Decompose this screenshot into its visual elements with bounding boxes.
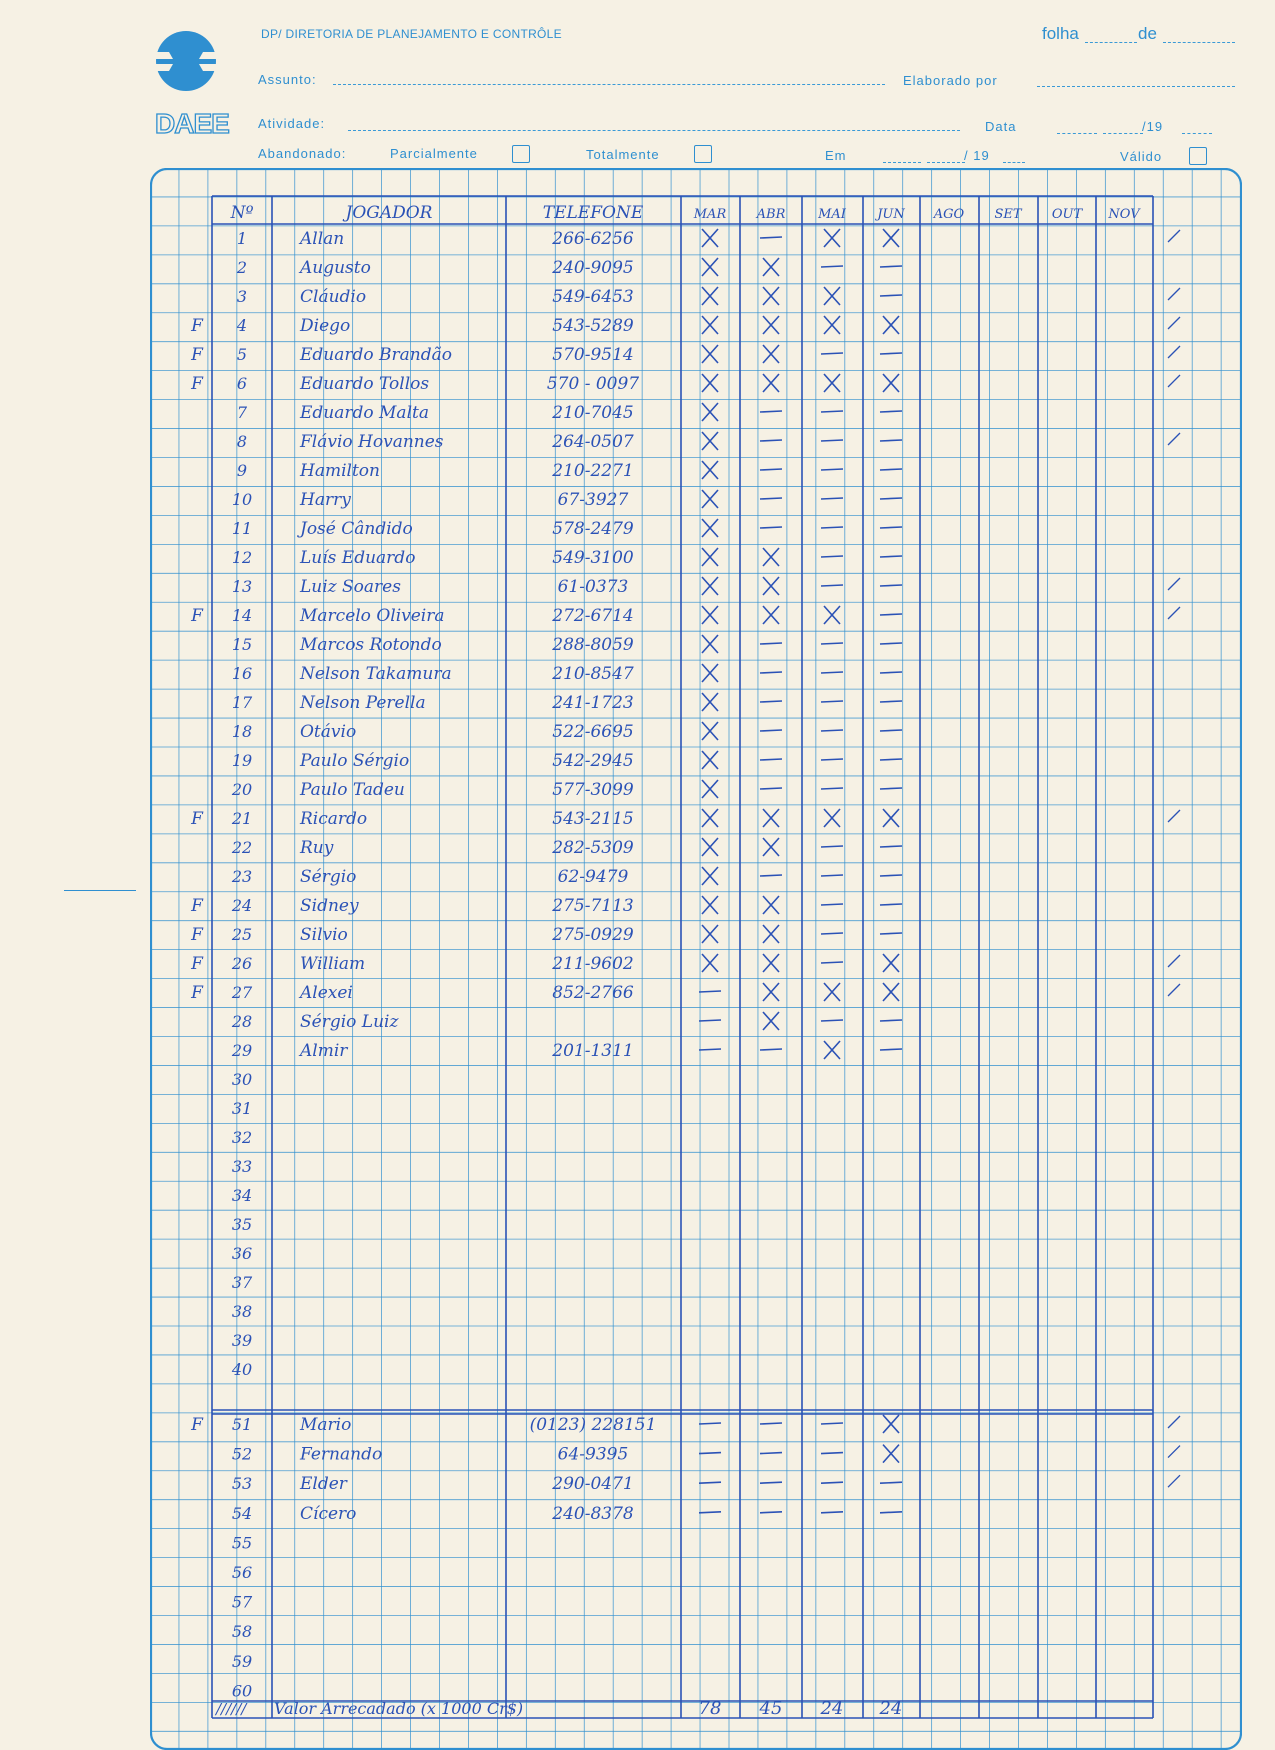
col-header-telefone: TELEFONE [542,203,644,223]
abandonado-label: Abandonado: [258,146,347,161]
col-header-ago: AGO [933,207,965,222]
row-number: 24 [231,896,253,915]
dash-mark [880,672,902,673]
player-name: Eduardo Brandão [300,345,452,365]
dash-mark [760,411,782,412]
assunto-label: Assunto: [258,72,317,87]
row-number: 27 [231,983,253,1002]
player-name: Cláudio [300,287,367,307]
dash-mark [699,1020,721,1021]
totalmente-checkbox[interactable] [694,145,712,163]
player-phone: 211-9602 [552,954,634,974]
em-month-field[interactable] [927,162,965,163]
dash-mark [880,440,902,441]
row-number: 5 [236,345,248,364]
folha-field[interactable] [1085,42,1137,43]
row-number: 34 [231,1186,253,1205]
flag-mark: F [191,345,203,365]
player-phone: 241-1723 [552,693,634,713]
margin-mark [64,890,136,891]
dash-mark [699,1049,721,1050]
row-number: 35 [231,1215,253,1234]
dash-mark [821,643,843,644]
tick-mark [1168,346,1180,358]
row-number: 54 [231,1503,253,1523]
row-number: 21 [231,809,253,828]
row-number: 17 [231,693,253,712]
row-number: 38 [231,1302,253,1321]
dash-mark [821,846,843,847]
row-number: 58 [231,1622,253,1642]
row-number: 2 [236,258,248,277]
de-field[interactable] [1163,42,1235,43]
player-phone: 275-7113 [552,896,634,916]
em-label: Em [825,148,847,163]
player-name: Ruy [300,838,334,858]
dash-mark [760,701,782,702]
row-number: 18 [231,722,253,741]
flag-mark: F [191,374,203,394]
dash-mark [880,498,902,499]
player-phone: 288-8059 [552,635,634,655]
player-phone: (0123) 228151 [529,1415,657,1435]
row-number: 32 [231,1128,253,1147]
footer-total: 24 [820,1698,844,1719]
dash-mark [880,1482,902,1483]
dash-mark [760,759,782,760]
valido-checkbox[interactable] [1189,147,1207,165]
player-name: Marcos Rotondo [300,635,442,655]
player-phone: 543-2115 [552,809,634,829]
elaborado-label: Elaborado por [903,73,998,88]
col-header-abr: ABR [756,207,786,222]
player-name: William [300,954,366,974]
dash-mark [880,411,902,412]
player-name: Cícero [300,1503,357,1524]
player-name: Sérgio Luiz [300,1012,399,1032]
col-header-nov: NOV [1108,207,1140,222]
de-label: de [1138,24,1157,43]
col-header-jogador: JOGADOR [345,203,433,223]
row-number: 16 [231,664,253,683]
row-number: 55 [231,1533,253,1553]
player-phone: 210-8547 [552,664,634,684]
row-number: 26 [231,954,253,973]
row-number: 8 [236,432,248,451]
row-number: 40 [231,1360,253,1379]
player-phone: 290-0471 [552,1474,634,1495]
dash-mark [821,759,843,760]
player-name: Silvio [300,925,348,945]
row-number: 52 [231,1444,253,1464]
dash-mark [880,353,902,354]
flag-mark: F [191,1415,203,1435]
dash-mark [821,469,843,470]
player-phone: 240-8378 [552,1503,634,1524]
dash-mark [821,1512,843,1513]
dash-mark [760,1482,782,1483]
footer-total: 45 [759,1698,783,1719]
col-header-mai: MAI [818,207,846,222]
dash-mark [760,527,782,528]
row-number: 29 [231,1041,253,1060]
row-number: 31 [231,1099,253,1118]
row-number: 53 [231,1474,253,1494]
dash-mark [699,1482,721,1483]
row-number: 19 [231,751,253,770]
player-phone: 578-2479 [552,519,634,539]
player-phone: 577-3099 [552,780,634,800]
row-number: 15 [231,635,253,654]
row-number: 4 [236,316,248,335]
row-number: 10 [231,490,253,509]
dash-mark [880,266,902,267]
player-phone: 275-0929 [552,925,634,945]
dash-mark [821,1020,843,1021]
player-name: Augusto [300,258,371,278]
player-name: Hamilton [300,461,380,481]
tick-mark [1168,433,1180,445]
tick-mark [1168,578,1180,590]
player-name: Allan [300,229,345,249]
tick-mark [1168,230,1180,242]
col-header-jun: JUN [877,207,905,222]
dash-mark [760,643,782,644]
dash-mark [821,1453,843,1454]
dash-mark [760,730,782,731]
player-name: Luís Eduardo [300,548,416,568]
player-name: Almir [300,1041,348,1061]
player-name: Paulo Tadeu [300,780,405,800]
flag-mark: F [191,983,203,1003]
dash-mark [760,1512,782,1513]
col-header-out: OUT [1051,207,1083,222]
tick-mark [1168,955,1180,967]
footer-marks: ////// [216,1700,247,1718]
dash-mark [821,1423,843,1424]
player-name: Luiz Soares [300,577,401,597]
flag-mark: F [191,896,203,916]
dash-mark [821,527,843,528]
dash-mark [880,469,902,470]
dash-mark [880,556,902,557]
row-number: 20 [231,780,253,799]
brand-wordmark: DAEE [155,108,229,139]
em-year-field[interactable] [1003,162,1025,163]
player-name: Eduardo Tollos [300,374,430,394]
player-phone: 272-6714 [552,606,634,626]
player-name: Sidney [300,896,359,916]
dash-mark [821,672,843,673]
player-name: Diego [300,316,351,336]
row-number: 33 [231,1157,253,1176]
dash-mark [880,788,902,789]
row-number: 6 [236,374,248,393]
tick-mark [1168,317,1180,329]
dash-mark [880,585,902,586]
player-phone: 240-9095 [552,258,634,278]
department-title: DP/ DIRETORIA DE PLANEJAMENTO E CONTRÔLE [261,27,562,41]
daee-logo-icon [155,30,217,97]
player-phone: 64-9395 [557,1444,629,1465]
folha-label: folha [1042,24,1079,43]
dash-mark [699,1453,721,1454]
dash-mark [821,875,843,876]
player-phone: 61-0373 [557,577,629,597]
flag-mark: F [191,954,203,974]
dash-mark [880,904,902,905]
col-header-set: SET [994,207,1022,222]
player-phone: 549-6453 [552,287,634,307]
player-phone: 542-2945 [552,751,634,771]
dash-mark [880,846,902,847]
dash-mark [880,701,902,702]
col-header-mar: MAR [693,207,727,222]
player-name: Marcelo Oliveira [300,606,445,626]
player-name: Fernando [300,1444,383,1465]
row-number: 7 [236,403,248,422]
dash-mark [699,1423,721,1424]
tick-mark [1168,288,1180,300]
dash-mark [760,237,782,238]
row-number: 37 [231,1273,253,1292]
dash-mark [760,498,782,499]
dash-mark [821,701,843,702]
dash-mark [760,469,782,470]
player-name: Otávio [300,722,357,742]
dash-mark [699,1512,721,1513]
dash-mark [821,498,843,499]
atividade-label: Atividade: [258,116,326,131]
dash-mark [880,295,902,296]
footer-total: 78 [698,1698,722,1719]
player-phone: 210-2271 [552,461,634,481]
footer-total: 24 [879,1698,903,1719]
footer-label: Valor Arrecadado (x 1000 Cr$) [274,1699,524,1718]
dash-mark [821,962,843,963]
dash-mark [821,353,843,354]
totalmente-label: Totalmente [586,147,660,162]
dash-mark [760,672,782,673]
dash-mark [760,1453,782,1454]
col-header-nº: Nº [230,203,254,223]
dash-mark [760,788,782,789]
player-phone: 266-6256 [552,229,634,249]
dash-mark [760,1049,782,1050]
player-phone: 543-5289 [552,316,634,336]
player-phone: 549-3100 [552,548,634,568]
dash-mark [760,875,782,876]
tick-mark [1168,1475,1180,1487]
row-number: 28 [231,1012,253,1031]
em-year-label: / 19 [964,148,990,163]
row-number: 59 [231,1651,253,1671]
flag-mark: F [191,809,203,829]
player-phone: 852-2766 [552,983,634,1003]
data-label: Data [985,119,1017,134]
dash-mark [760,1423,782,1424]
player-phone: 282-5309 [552,838,634,858]
em-day-field[interactable] [883,162,921,163]
row-number: 56 [231,1563,253,1582]
dash-mark [821,1482,843,1483]
row-number: 25 [231,925,253,944]
dash-mark [821,904,843,905]
row-number: 39 [231,1331,253,1350]
valido-label: Válido [1120,149,1163,164]
assunto-field[interactable] [333,84,885,85]
tick-mark [1168,607,1180,619]
dash-mark [880,1512,902,1513]
row-number: 13 [231,577,253,596]
row-number: 22 [231,838,253,857]
row-number: 1 [236,229,248,248]
flag-mark: F [191,606,203,626]
tick-mark [1168,984,1180,996]
row-number: 9 [236,461,248,480]
row-number: 51 [231,1415,253,1434]
row-number: 3 [236,287,248,306]
atividade-field[interactable] [348,130,960,131]
dash-mark [880,759,902,760]
tick-mark [1168,1416,1180,1428]
row-number: 30 [231,1070,253,1089]
flag-mark: F [191,925,203,945]
tick-mark [1168,375,1180,387]
row-number: 57 [231,1592,253,1612]
player-name: Ricardo [300,809,368,829]
dash-mark [880,875,902,876]
dash-mark [821,440,843,441]
row-number: 60 [231,1681,253,1701]
player-name: Elder [300,1474,347,1495]
data-year-field[interactable] [1182,133,1212,134]
player-phone: 67-3927 [557,490,629,510]
parcialmente-checkbox[interactable] [512,145,530,163]
player-name: Flávio Hovannes [300,432,444,452]
player-phone: 570 - 0097 [546,374,640,394]
row-number: 12 [231,548,253,567]
dash-mark [880,614,902,615]
dash-mark [880,730,902,731]
grid-sheet [150,168,1242,1750]
player-phone: 570-9514 [552,345,634,365]
tick-mark [1168,810,1180,822]
player-name: Sérgio [300,867,357,887]
flag-mark: F [191,316,203,336]
player-name: Nelson Perella [300,693,426,713]
player-phone: 264-0507 [552,432,634,452]
dash-mark [821,788,843,789]
row-number: 14 [231,606,253,625]
dash-mark [760,440,782,441]
row-number: 36 [231,1244,253,1263]
dash-mark [699,991,721,992]
player-phone: 201-1311 [552,1041,634,1061]
row-number: 23 [231,867,253,886]
dash-mark [880,933,902,934]
player-name: Harry [300,490,351,510]
tick-mark [1168,1446,1180,1458]
dash-mark [880,1020,902,1021]
dash-mark [821,556,843,557]
dash-mark [821,266,843,267]
player-phone: 522-6695 [552,722,634,742]
player-name: Nelson Takamura [300,664,452,684]
player-name: Alexei [300,983,353,1003]
parcialmente-label: Parcialmente [390,146,478,161]
dash-mark [821,411,843,412]
player-phone: 62-9479 [557,867,629,887]
dash-mark [880,527,902,528]
dash-mark [880,643,902,644]
player-phone: 210-7045 [552,403,634,423]
elaborado-field[interactable] [1037,86,1235,87]
data-month-field[interactable] [1103,133,1143,134]
row-number: 11 [231,519,253,538]
dash-mark [821,730,843,731]
dash-mark [821,933,843,934]
ledger-content [190,203,1180,1719]
data-day-field[interactable] [1057,133,1097,134]
player-name: José Cândido [300,519,413,539]
data-year-label: /19 [1142,119,1164,134]
player-name: Mario [300,1415,352,1435]
player-name: Paulo Sérgio [300,751,410,771]
player-name: Eduardo Malta [300,403,429,423]
dash-mark [880,1049,902,1050]
dash-mark [821,585,843,586]
